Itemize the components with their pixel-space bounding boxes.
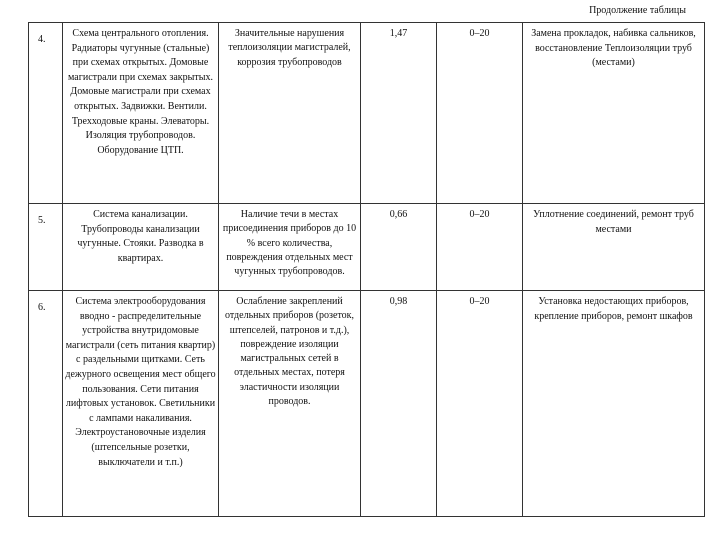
range-cell: 0–20 [437,204,523,291]
defects-table [28,22,705,517]
structural-element-cell: Схема центрального отопления. Радиаторы чугунные (стальные) при схемах открытых. Домовые магистрали при схемах закрытых. Домовые магистрали при схемах открытых. Задвижки. Вентили. Трехходовые краны. Элеваторы. Изоляция трубопроводов. Оборудование ЦТП. [63,23,219,204]
repair-measures-cell: Установка недостающих приборов, крепление приборов, ремонт шкафов [523,291,705,517]
table-continuation-caption: Продолжение таблицы [589,5,686,16]
repair-measures-cell: Замена прокладок, набивка сальников, восстановление Теплоизоляции труб (местами) [523,23,705,204]
row-number: 4. [29,23,63,204]
table-row [29,204,705,291]
row-number: 6. [29,291,63,517]
coefficient-cell: 0,66 [361,204,437,291]
structural-element-cell: Система канализации. Трубопроводы канализации чугунные. Стояки. Разводка в квартирах. [63,204,219,291]
table-row [29,291,705,517]
coefficient-cell: 0,98 [361,291,437,517]
defect-description-cell: Ослабление закреплений отдельных приборов (розеток, штепселей, патронов и т.д.), повреждение изоляции магистральных сетей в отдельных местах, потеря эластичности изоляции проводов. [219,291,361,517]
structural-element-cell: Система электрооборудования вводно - распределительные устройства внутридомовые магистрали (сеть питания квартир) с раздельными щитками. Сеть дежурного освещения мест общего пользования. Сети питания лифтовых установок. Светильники с лампами накаливания. Электроустановочные изделия (штепсельные розетки, выключатели и т.п.) [63,291,219,517]
defect-description-cell: Наличие течи в местах присоединения приборов до 10 % всего количества, повреждения отдельных мест чугунных трубопроводов. [219,204,361,291]
range-cell: 0–20 [437,23,523,204]
defect-description-cell: Значительные нарушения теплоизоляции магистралей, коррозия трубопроводов [219,23,361,204]
coefficient-cell: 1,47 [361,23,437,204]
range-cell: 0–20 [437,291,523,517]
row-number: 5. [29,204,63,291]
repair-measures-cell: Уплотнение соединений, ремонт труб местами [523,204,705,291]
table-row [29,23,705,204]
